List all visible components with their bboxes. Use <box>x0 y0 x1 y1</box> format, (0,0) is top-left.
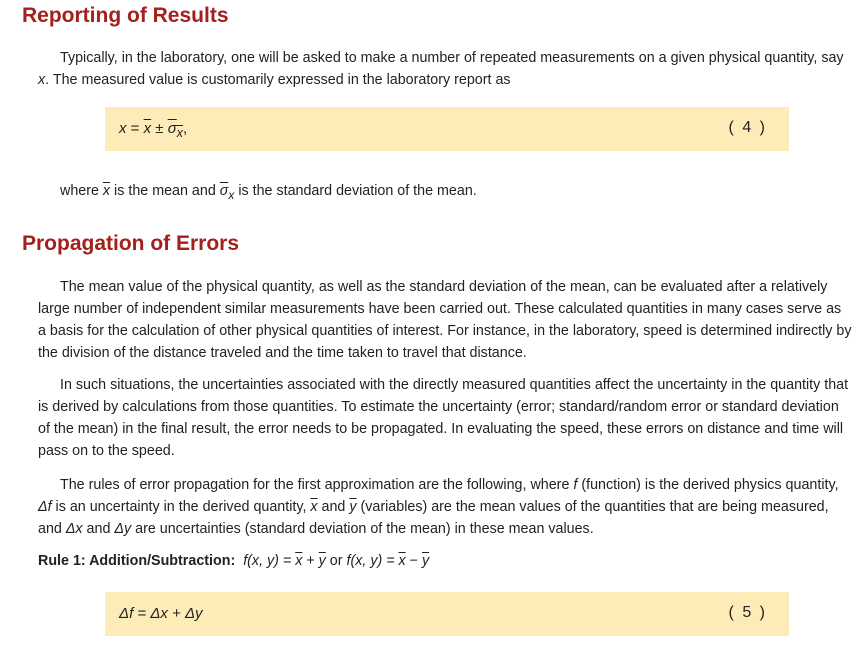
equation-4-box <box>105 107 789 151</box>
paragraph: The rules of error propagation for the first approximation are the following, where f (function) is the derived physics quantity, Δf is an uncertainty in the derived quantity, $\overline{x}$ and $\overline{y}$ (variables) are the mean values of the quantities that are being measured, and Δx and Δy are uncertainties (standard deviation of the mean) in these mean values. <box>38 477 839 537</box>
paragraph: The mean value of the physical quantity, as well as the standard deviation of the mean, can be evaluated after a relatively large number of independent similar measurements have been carried out. These calculated quantities in many cases serve as a basis for the calculation of other physical quantities of interest. For instance, in the laboratory, speed is determined indirectly by the division of the distance traveled and the time taken to travel that distance. <box>38 279 852 361</box>
heading-reporting-of-results: Reporting of Results <box>22 4 229 27</box>
equation-4: $x = \overline{x} \pm \overline{\sigma}_{\overline{x}}$, <box>119 120 188 140</box>
paragraph: where $\overline{x}$ is the mean and $\overline{\sigma}_x$ is the standard deviation of the mean. <box>60 183 477 202</box>
rule-1: Rule 1: Addition/Subtraction: f(x, $y) = \overline{x} + \overline{y}$ or f(x, $y) = \overline{x} - \overline{y}$ <box>38 553 430 569</box>
equation-number: ( 5 ) <box>728 604 767 621</box>
equation-5-box <box>105 592 789 636</box>
paragraph: Typically, in the laboratory, one will be asked to make a number of repeated measurements on a given physical quantity, say x. The measured value is customarily expressed in the laboratory report as <box>38 50 844 88</box>
heading-propagation-of-errors: Propagation of Errors <box>22 232 240 255</box>
equation-number: ( 4 ) <box>728 119 767 136</box>
equation-5: Δf = Δx + Δy <box>119 605 203 622</box>
paragraph: In such situations, the uncertainties associated with the directly measured quantities affect the uncertainty in the quantity that is derived by calculations from those quantities. To estimate the uncertainty (error; standard/random error or standard deviation of the mean) in the final result, the error needs to be propagated. In evaluating the speed, these errors on distance and time will pass on to the speed. <box>38 377 849 459</box>
